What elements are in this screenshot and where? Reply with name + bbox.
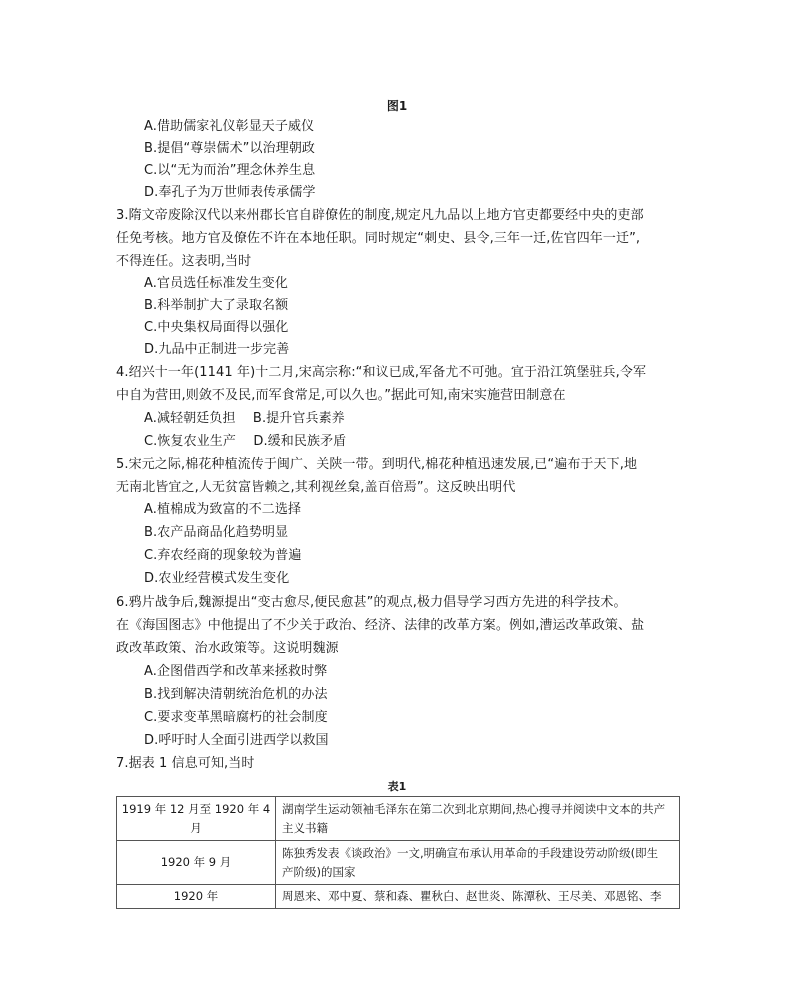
q7-stem: 7.据表 1 信息可知,当时	[116, 756, 255, 771]
q4-stem-line-1: 4.绍兴十一年(1141 年)十二月,宋高宗称:“和议已成,军备尤不可弛。宜于沿江筑堡驻兵,令军	[116, 365, 647, 380]
event-cell	[276, 885, 680, 909]
table-row	[117, 885, 680, 909]
event-text-line-1: 湖南学生运动领袖毛泽东在第二次到北京期间,热心搜寻并阅读中文本的共产	[282, 801, 666, 816]
time-cell	[117, 885, 276, 909]
q6-stem-line-1: 6.鸦片战争后,魏源提出“变古愈尽,便民愈甚”的观点,极力倡导学习西方先进的科学技术。	[116, 595, 627, 610]
q5-option-a: A.植棉成为致富的不二选择	[144, 502, 302, 517]
table-caption: 表1	[387, 780, 407, 793]
q2-option-a: A.借助儒家礼仪彰显天子威仪	[144, 119, 315, 134]
event-text-line-1: 陈独秀发表《谈政治》一文,明确宣布承认用革命的手段建设劳动阶级(即生	[282, 845, 659, 860]
q5-option-d: D.农业经营模式发生变化	[144, 571, 290, 586]
event-cell	[276, 841, 680, 885]
q3-stem-line-1: 3.隋文帝废除汉代以来州郡长官自辟僚佐的制度,规定凡九品以上地方官吏都要经中央的吏部	[116, 208, 644, 223]
q3-option-d: D.九品中正制进一步完善	[144, 342, 290, 357]
q3-stem-line-2: 任免考核。地方官及僚佐不许在本地任职。同时规定“刺史、县令,三年一迁,佐官四年一迁”,	[116, 231, 641, 246]
event-cell	[276, 797, 680, 841]
q4-stem-line-2: 中自为营田,则敛不及民,而军食常足,可以久也。”据此可知,南宋实施营田制意在	[116, 388, 566, 403]
time-text-line-2: 月	[190, 820, 202, 835]
q5-stem-line-2: 无南北皆宜之,人无贫富皆赖之,其利视丝枲,盖百倍焉”。这反映出明代	[116, 480, 516, 495]
q3-option-a: A.官员选任标准发生变化	[144, 276, 288, 291]
time-cell	[117, 797, 276, 841]
history-events-table	[116, 796, 680, 909]
q6-stem-line-3: 政改革政策、治水政策等。这说明魏源	[116, 641, 339, 656]
q4-options-cd: C.恢复农业生产 D.缓和民族矛盾	[144, 434, 347, 449]
q3-option-b: B.科举制扩大了录取名额	[144, 298, 289, 313]
q6-stem-line-2: 在《海国图志》中他提出了不少关于政治、经济、法律的改革方案。例如,漕运改革政策、盐	[116, 618, 645, 633]
event-text-line-2: 产阶级)的国家	[282, 864, 356, 879]
q5-stem-line-1: 5.宋元之际,棉花种植流传于闽广、关陕一带。到明代,棉花种植迅速发展,已“遍布于天下,地	[116, 457, 638, 472]
time-text-line-1: 1920 年	[173, 889, 219, 903]
time-text-line-1: 1919 年 12 月至 1920 年 4	[121, 801, 271, 816]
q5-option-b: B.农产品商品化趋势明显	[144, 525, 289, 540]
q3-option-c: C.中央集权局面得以强化	[144, 320, 289, 335]
q3-stem-line-3: 不得连任。这表明,当时	[116, 254, 252, 269]
q6-option-b: B.找到解决清朝统治危机的办法	[144, 687, 328, 702]
figure-caption: 图1	[386, 99, 408, 113]
event-text-line-2: 主义书籍	[282, 820, 328, 835]
table-row	[117, 841, 680, 885]
table-row	[117, 797, 680, 841]
time-cell	[117, 841, 276, 885]
q2-option-b: B.提倡“尊崇儒术”以治理朝政	[144, 141, 316, 156]
q6-option-a: A.企图借西学和改革来拯救时弊	[144, 664, 328, 679]
q2-option-d: D.奉孔子为万世师表传承儒学	[144, 185, 316, 200]
q5-option-c: C.弃农经商的现象较为普遍	[144, 548, 302, 563]
q4-options-ab: A.减轻朝廷负担 B.提升官兵素养	[144, 411, 345, 426]
time-text-line-1: 1920 年 9 月	[160, 855, 232, 869]
q6-option-d: D.呼吁时人全面引进西学以救国	[144, 733, 329, 748]
event-text-line-1: 周恩来、邓中夏、蔡和森、瞿秋白、赵世炎、陈潭秋、王尽美、邓恩铭、李	[282, 889, 662, 903]
q6-option-c: C.要求变革黑暗腐朽的社会制度	[144, 710, 328, 725]
q2-option-c: C.以“无为而治”理念休养生息	[144, 163, 316, 178]
